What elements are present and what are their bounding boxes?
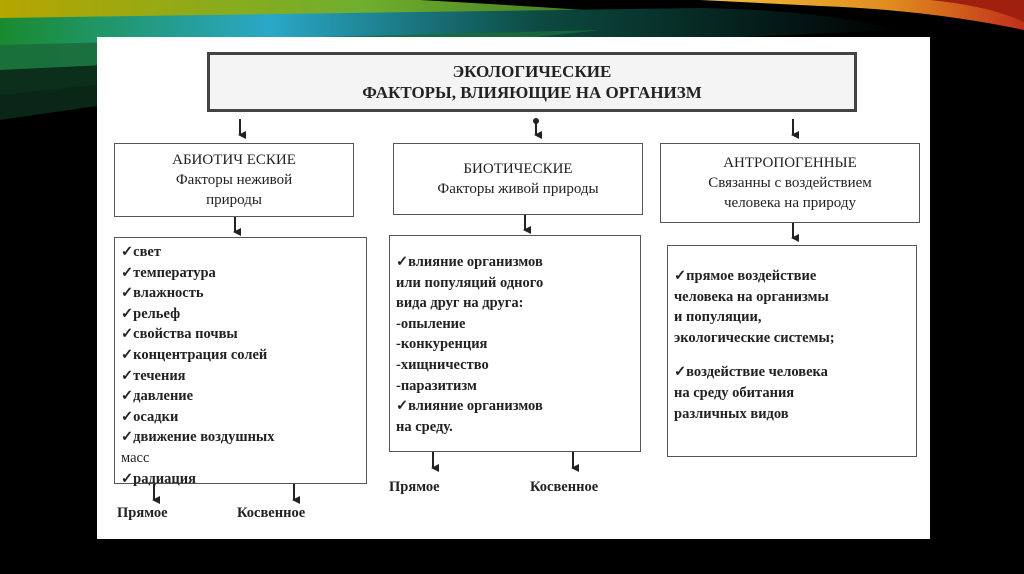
list-item: -паразитизм [396,377,477,394]
list-item: ✓температура [121,264,216,281]
list-item: различных видов [674,405,789,422]
abiotic-heading-box [114,143,354,217]
abiotic-heading: АБИОТИЧ ЕСКИЕ [172,152,296,168]
anthropogenic-desc-line-2: человека на природу [724,195,856,211]
list-item: масс [121,449,150,466]
biotic-heading-box [393,143,643,215]
abiotic-desc-line-1: Факторы неживой [175,172,293,188]
list-item: и популяции, [674,309,762,326]
list-item: ✓влияние организмов [396,254,543,270]
list-item: человека на организмы [674,288,829,305]
biotic-indirect-label: Косвенное [530,479,599,495]
list-item: ✓радиация [121,470,196,487]
anthropogenic-heading: АНТРОПОГЕННЫЕ [723,155,857,171]
diagram-slide [97,37,930,539]
abiotic-direct-label: Прямое [117,505,168,521]
title-line-1: ЭКОЛОГИЧЕСКИЕ [452,62,612,81]
anthropogenic-list-box [667,245,917,457]
diagram-title-box [207,52,857,112]
list-item: ✓течения [121,367,186,384]
list-item: ✓свойства почвы [121,326,238,343]
list-item: или популяций одного [396,274,544,291]
list-item: вида друг на друга: [396,295,524,312]
list-item: ✓концентрация солей [121,346,268,363]
biotic-list-box [389,235,641,452]
biotic-direct-label: Прямое [389,479,440,495]
list-item: ✓движение воздушных [121,429,275,446]
list-item: ✓влияние организмов [396,398,543,415]
anthropogenic-desc-line-1: Связанны с воздействием [708,175,872,191]
list-item: ✓прямое воздействие [674,268,817,284]
anthropogenic-heading-box [660,143,920,223]
list-item: ✓осадки [121,408,179,425]
list-item: -опыление [396,315,466,332]
title-line-2: ФАКТОРЫ, ВЛИЯЮЩИЕ НА ОРГАНИЗМ [362,83,702,102]
biotic-desc-line-1: Факторы живой природы [437,181,599,197]
abiotic-desc-line-2: природы [206,192,262,208]
list-item: ✓давление [121,388,194,405]
list-item: ✓свет [121,244,161,260]
abiotic-indirect-label: Косвенное [237,505,306,521]
list-item: -хищничество [396,356,489,373]
list-item [674,348,910,362]
list-item: ✓влажность [121,285,204,302]
abiotic-list-box [114,237,367,487]
list-item: на среду обитания [674,384,795,401]
list-item: на среду. [396,418,453,435]
list-item: ✓воздействие человека [674,364,828,381]
list-item: экологические системы; [674,329,835,346]
list-item: -конкуренция [396,336,488,353]
biotic-heading: БИОТИЧЕСКИЕ [463,161,573,177]
list-item: ✓рельеф [121,305,181,322]
